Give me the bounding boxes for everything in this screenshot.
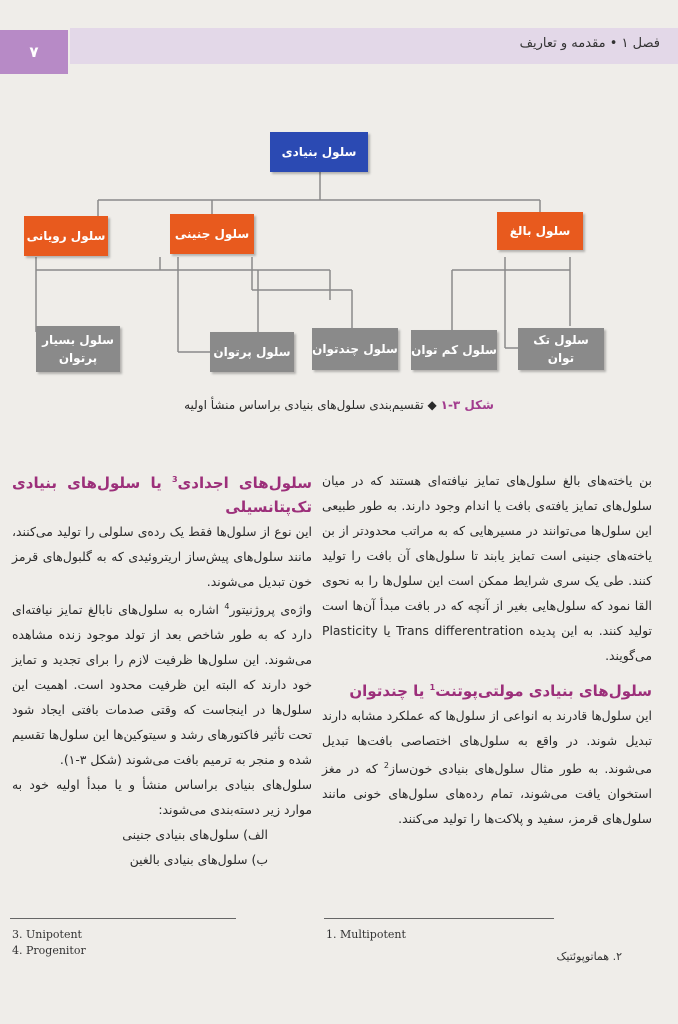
footnote-hematopoietic: ۲. هماتوپوئتیک	[556, 950, 622, 963]
paragraph-progenitor: واژه‌ی پروژنیتور$^4$ اشاره به سلول‌های نابالغ تمایز نیافته‌ای دارد که به طور شاخص بعد از تولد موجود زنده مشاهده می‌شوند. این سلول‌ها ظرفیت لازم را برای تجدید و تمایز خود دارند که البته این ظرفیت محدود است. اهمیت این سلول‌ها در اینجاست که وقتی صدمات بافتی ایجاد شود تحت تأثیر فاکتورهای رشد و سیتوکین‌ها این سلول‌ها تقسیم شده و منجر به ترمیم بافت می‌شوند (شکل ۳-۱).	[12, 602, 312, 768]
node-multipotent: سلول چندتوان	[312, 328, 398, 370]
paragraph-unipotent: این نوع از سلول‌ها فقط یک رده‌ی سلولی را تولید می‌کنند، مانند سلول‌های پیش‌ساز اریتروئیدی که به گلبول‌های قرمز خون تبدیل می‌شوند.	[12, 524, 312, 589]
footnote-rule-right	[324, 918, 554, 919]
page-number: ۷	[0, 30, 68, 74]
figure-caption-text: تقسیم‌بندی سلول‌های بنیادی براساس منشأ اولیه	[184, 398, 424, 412]
node-adult-cell: سلول بالغ	[497, 212, 583, 250]
bullet-separator: ◆	[423, 398, 437, 412]
stem-cell-diagram	[0, 120, 678, 380]
node-stem-cell: سلول بنیادی	[270, 132, 368, 172]
figure-caption	[0, 398, 678, 412]
list-item-adult: ب) سلول‌های بنیادی بالغین	[129, 852, 268, 868]
node-pluripotent: سلول پرتوان	[210, 332, 294, 372]
chapter-title: فصل ۱ • مقدمه و تعاریف	[519, 36, 660, 51]
left-column	[12, 468, 312, 872]
list-item-embryonic: الف) سلول‌های بنیادی جنینی	[122, 827, 268, 843]
node-super-pluripotent: سلول بسیار پرتوان	[36, 326, 120, 372]
figure-label: شکل ۳-۱	[440, 398, 494, 412]
section-heading-progenitor: سلول‌های اجدادی$^3$ یا سلول‌های بنیادی تک‌پتانسیلی	[12, 474, 313, 516]
footnote-rule-left	[10, 918, 236, 919]
footnote-multipotent: 1. Multipotent	[326, 928, 406, 941]
paragraph-adult-stem-cells: بن یاخته‌های بالغ سلول‌های تمایز نیافته‌ای هستند که در میان سلول‌های تمایز یافته‌ی بافت یا اندام وجود دارند. به طور طبیعی این سلول‌ها می‌توانند در مسیرهایی که به مراتب محدودتر از بن یاخته‌های جنینی است تمایز یابند تا سلول‌های آن بافت را تولید کنند. طی یک سری شرایط ممکن است این سلول‌ها را به نحوی القا نمود که سلول‌هایی بغیر از آنچه که در بافت مبدأ آن‌ها است تولید کنند. به این پدیده Trans differentration یا Plasticity می‌گویند.	[322, 473, 652, 663]
node-oligopotent: سلول کم توان	[411, 330, 497, 370]
right-column	[322, 468, 652, 831]
node-embryonic-cell: سلول رویانی	[24, 216, 108, 256]
paragraph-classification: سلول‌های بنیادی براساس منشأ و یا مبدأ اولیه خود به موارد زیر دسته‌بندی می‌شوند:	[12, 777, 312, 818]
node-unipotent: سلول تک توان	[518, 328, 604, 370]
node-fetal-cell: سلول جنینی	[170, 214, 254, 254]
paragraph-multipotent: این سلول‌ها قادرند به انواعی از سلول‌ها که عملکرد مشابه دارند تبدیل شوند. در واقع به سلول‌های اختصاصی بافت‌ها تبدیل می‌شوند. به طور مثال سلول‌های بنیادی خون‌ساز$^2$ که در مغز استخوان یافت می‌شوند، تمام رده‌های سلول‌های خونی مانند سلول‌های قرمز، سفید و پلاکت‌ها را تولید می‌کنند.	[322, 708, 652, 827]
section-heading-multipotent: سلول‌های بنیادی مولتی‌پوتنت$^1$ یا چندتوان	[349, 682, 652, 700]
footnote-unipotent: 3. Unipotent	[12, 928, 82, 941]
footnote-progenitor: 4. Progenitor	[12, 944, 86, 957]
